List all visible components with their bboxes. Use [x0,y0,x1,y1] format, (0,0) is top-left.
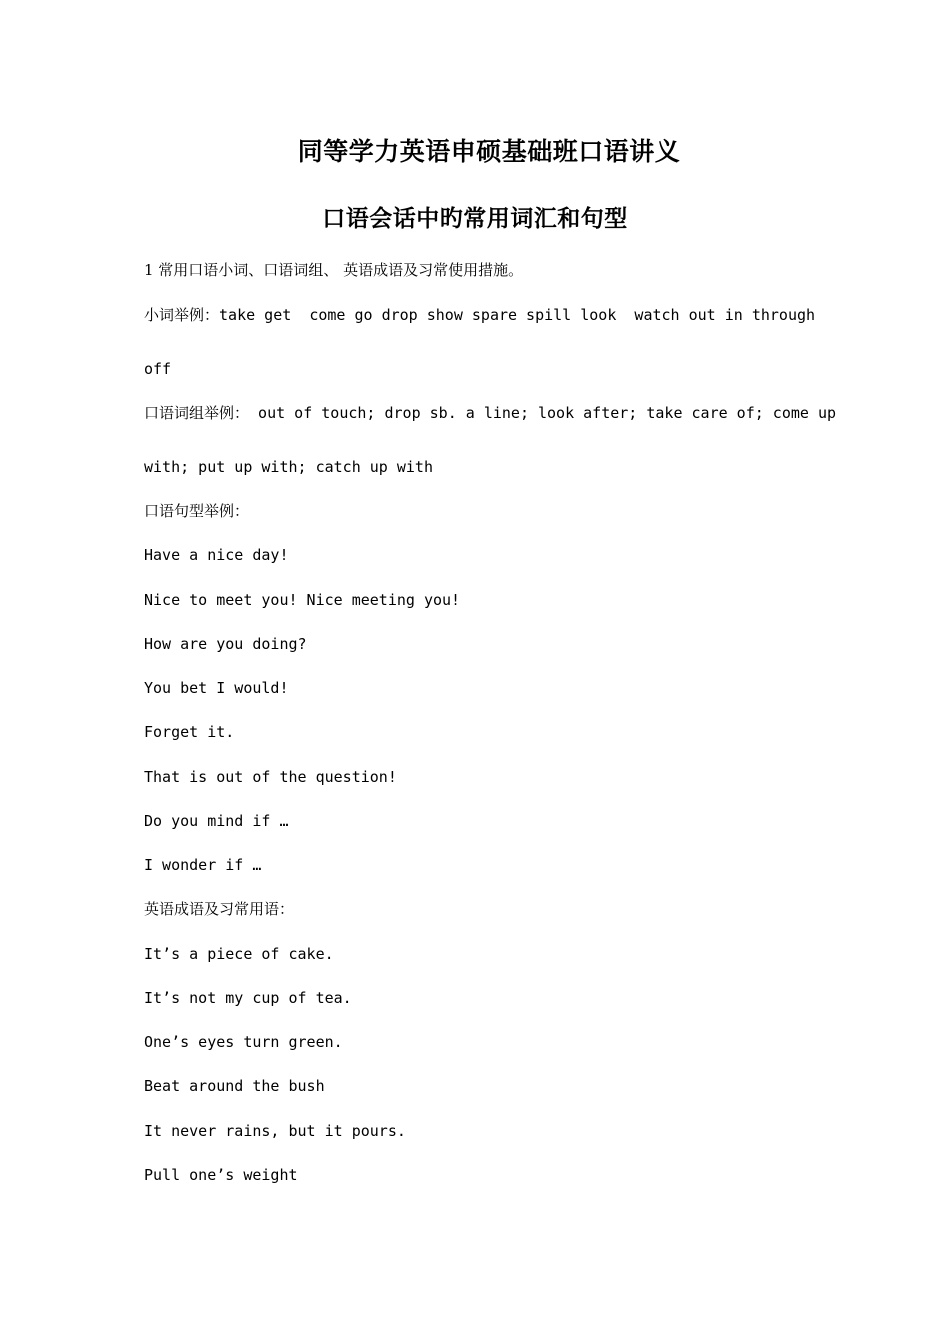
sentence-item: Forget it. [144,723,235,741]
sentence-item: Do you mind if … [144,812,289,830]
phrases-label: 口语词组举例： [144,404,250,422]
sentence-item: Have a nice day! [144,546,289,564]
sentence-item: How are you doing? [144,635,307,653]
section-heading [144,260,523,280]
idioms-label: 英语成语及习常用语： [144,900,295,918]
sentence-item: I wonder if … [144,856,262,874]
idiom-item: It never rains, but it pours. [144,1122,406,1140]
section-heading-text: 1 常用口语小词、口语词组、 英语成语及习常使用措施。 [144,261,524,279]
sentence-item: You bet I would! [144,679,289,697]
sentences-label-line [144,501,249,521]
sentences-label: 口语句型举例： [144,502,250,520]
idiom-item: One’s eyes turn green. [144,1033,343,1051]
phrases-line [144,403,836,423]
small-words-list: take get come go drop show spare spill look watch out in through [219,306,816,324]
sentence-item: Nice to meet you! Nice meeting you! [144,591,461,609]
idiom-item: Beat around the bush [144,1077,325,1095]
sentence-item: That is out of the question! [144,768,397,786]
phrases-continuation: with; put up with; catch up with [144,458,433,476]
idiom-item: Pull one’s weight [144,1166,298,1184]
idiom-item: It’s a piece of cake. [144,945,334,963]
small-words-line [144,305,815,325]
small-words-continuation: off [144,360,172,378]
phrases-list: out of touch; drop sb. a line; look after; take care of; come up [249,404,837,422]
idioms-label-line [144,899,294,919]
document-subtitle: 口语会话中旳常用词汇和句型 [322,206,628,232]
document-title: 同等学力英语申硕基础班口语讲义 [297,137,681,166]
small-words-label: 小词举例： [144,306,220,324]
idiom-item: It’s not my cup of tea. [144,989,352,1007]
